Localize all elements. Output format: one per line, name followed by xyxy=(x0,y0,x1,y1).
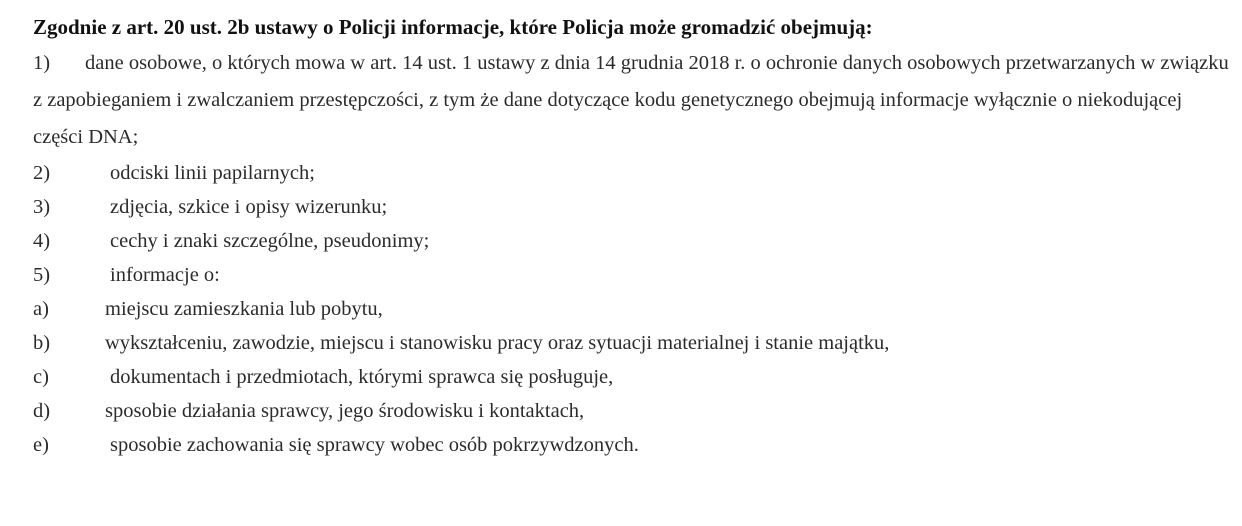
list-marker: 2) xyxy=(33,162,51,184)
list-marker: 1) xyxy=(33,52,51,74)
list-item-text: zdjęcia, szkice i opisy wizerunku; xyxy=(110,196,388,218)
list-item-4 xyxy=(33,224,1233,258)
list-item-text: cechy i znaki szczególne, pseudonimy; xyxy=(110,230,430,252)
list-marker: d) xyxy=(33,400,51,422)
list-item-text: dane osobowe, o których mowa w art. 14 ust. 1 ustawy z dnia 14 grudnia 2018 r. o ochronie danych osobowych przetwarzanych w związku z zapobieganiem i zwalczaniem przestępczości, z tym że dane dotyczące kodu genetycznego obejmują informacje wyłącznie o niekodującej części DNA; xyxy=(33,52,1229,148)
document-heading: Zgodnie z art. 20 ust. 2b ustawy o Policji informacje, które Policja może gromadzić obejmują: xyxy=(33,15,873,39)
list-marker: 5) xyxy=(33,264,51,286)
list-marker: a) xyxy=(33,298,49,320)
sub-item-a xyxy=(33,292,1233,326)
sub-item-d xyxy=(33,394,1233,428)
list-marker: b) xyxy=(33,332,51,354)
sub-item-b xyxy=(33,326,1233,360)
list-item-text: miejscu zamieszkania lub pobytu, xyxy=(105,298,383,320)
list-item-text: dokumentach i przedmiotach, którymi sprawca się posługuje, xyxy=(110,366,614,388)
list-item-1 xyxy=(33,45,1233,156)
list-item-3 xyxy=(33,190,1233,224)
list xyxy=(33,156,1233,462)
list-marker: c) xyxy=(33,366,49,388)
list-marker: 3) xyxy=(33,196,51,218)
list-item-5 xyxy=(33,258,1233,292)
list-item-text: sposobie działania sprawcy, jego środowisku i kontaktach, xyxy=(105,400,585,422)
sub-item-e xyxy=(33,428,1233,462)
list-item-text: informacje o: xyxy=(110,264,220,286)
list-marker: 4) xyxy=(33,230,51,252)
document xyxy=(33,10,1233,462)
list-marker: e) xyxy=(33,434,49,456)
list-item-text: sposobie zachowania się sprawcy wobec osób pokrzywdzonych. xyxy=(110,434,639,456)
list-item-text: odciski linii papilarnych; xyxy=(110,162,315,184)
sub-item-c xyxy=(33,360,1233,394)
list-item-text: wykształceniu, zawodzie, miejscu i stanowisku pracy oraz sytuacji materialnej i stanie majątku, xyxy=(105,332,890,354)
list-item-2 xyxy=(33,156,1233,190)
